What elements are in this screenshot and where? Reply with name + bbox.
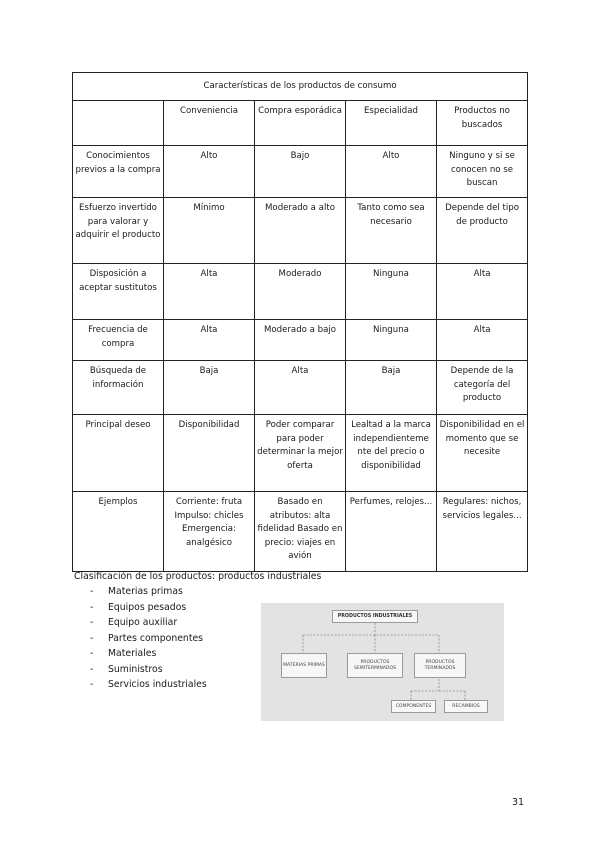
page-number: 31	[512, 797, 525, 808]
row-label-cell: Esfuerzo invertido para valorar y adquirir el producto	[73, 198, 164, 264]
diagram-box-finished: PRODUCTOS TERMINADOS	[414, 653, 466, 678]
table-cell: Corriente: fruta Impulso: chicles Emergencia: analgésico	[164, 492, 255, 572]
table-row	[73, 361, 528, 415]
table-cell: Bajo	[255, 146, 346, 198]
dash-bullet: -	[90, 617, 94, 628]
dash-bullet: -	[90, 663, 94, 675]
row-label-cell: Conocimientos previos a la compra	[73, 146, 164, 198]
dash-bullet: -	[90, 632, 94, 644]
table-title: Características de los productos de consumo	[73, 73, 528, 101]
table-cell: Disponibilidad	[164, 415, 255, 492]
row-label-cell: Ejemplos	[73, 492, 164, 572]
table-cell: Perfumes, relojes...	[346, 492, 437, 572]
header-cell: Compra esporádica	[255, 101, 346, 146]
table-cell: Regulares: nichos, servicios legales...	[437, 492, 528, 572]
table-row	[73, 146, 528, 198]
row-label-cell: Disposición a aceptar sustitutos	[73, 264, 164, 320]
table-header-row	[73, 101, 528, 146]
list-item-label: Servicios industriales	[108, 679, 207, 690]
diagram-box-spare-parts: RECAMBIOS	[444, 700, 488, 713]
table-cell: Disponibilidad en el momento que se necesite	[437, 415, 528, 492]
table-cell: Baja	[164, 361, 255, 415]
dash-bullet: -	[90, 679, 94, 690]
row-label-cell: Frecuencia de compra	[73, 320, 164, 361]
table-cell: Moderado	[255, 264, 346, 320]
diagram-box-components: COMPONENTES	[391, 700, 436, 713]
table-cell: Alto	[346, 146, 437, 198]
table-cell: Alta	[164, 264, 255, 320]
table-row	[73, 198, 528, 264]
list-item-label: Equipos pesados	[108, 601, 187, 613]
table-row	[73, 264, 528, 320]
table-cell: Tanto como sea necesario	[346, 198, 437, 264]
table-row	[73, 320, 528, 361]
header-cell: Productos no buscados	[437, 101, 528, 146]
table-cell: Ninguno y si se conocen no se buscan	[437, 146, 528, 198]
table-cell: Alta	[437, 320, 528, 361]
table-row	[73, 415, 528, 492]
table-cell: Depende del tipo de producto	[437, 198, 528, 264]
dash-bullet: -	[90, 586, 94, 597]
consumer-products-table-container	[72, 72, 527, 572]
list-item-label: Suministros	[108, 663, 163, 675]
section-heading: Clasificación de los productos: productos industriales	[74, 571, 322, 582]
header-cell: Especialidad	[346, 101, 437, 146]
table-cell: Alto	[164, 146, 255, 198]
list-item-label: Equipo auxiliar	[108, 617, 178, 628]
dash-bullet: -	[90, 648, 94, 659]
diagram-box-semifinished: PRODUCTOS SEMITERMINADOS	[347, 653, 403, 678]
table-cell: Moderado a bajo	[255, 320, 346, 361]
table-cell: Lealtad a la marca independienteme nte del precio o disponibilidad	[346, 415, 437, 492]
diagram-box-raw-materials: MATERIAS PRIMAS	[281, 653, 327, 678]
table-cell: Poder comparar para poder determinar la mejor oferta	[255, 415, 346, 492]
consumer-products-table	[72, 72, 528, 572]
table-cell: Alta	[437, 264, 528, 320]
table-row	[73, 492, 528, 572]
list-item-label: Materias primas	[108, 586, 183, 597]
table-cell: Ninguna	[346, 264, 437, 320]
list-item-label: Materiales	[108, 648, 157, 659]
table-cell: Depende de la categoría del producto	[437, 361, 528, 415]
header-cell-empty	[73, 101, 164, 146]
table-cell: Alta	[164, 320, 255, 361]
table-cell: Basado en atributos: alta fidelidad Basado en precio: viajes en avión	[255, 492, 346, 572]
table-cell: Ninguna	[346, 320, 437, 361]
list-item-label: Partes componentes	[108, 632, 204, 644]
table-cell: Alta	[255, 361, 346, 415]
diagram-box-industrial-products: PRODUCTOS INDUSTRIALES	[332, 610, 418, 623]
industrial-products-diagram	[261, 603, 504, 721]
row-label-cell: Búsqueda de información	[73, 361, 164, 415]
row-label-cell: Principal deseo	[73, 415, 164, 492]
table-cell: Mínimo	[164, 198, 255, 264]
list-item	[74, 584, 321, 600]
dash-bullet: -	[90, 601, 94, 613]
table-cell: Baja	[346, 361, 437, 415]
header-cell: Conveniencia	[164, 101, 255, 146]
table-cell: Moderado a alto	[255, 198, 346, 264]
